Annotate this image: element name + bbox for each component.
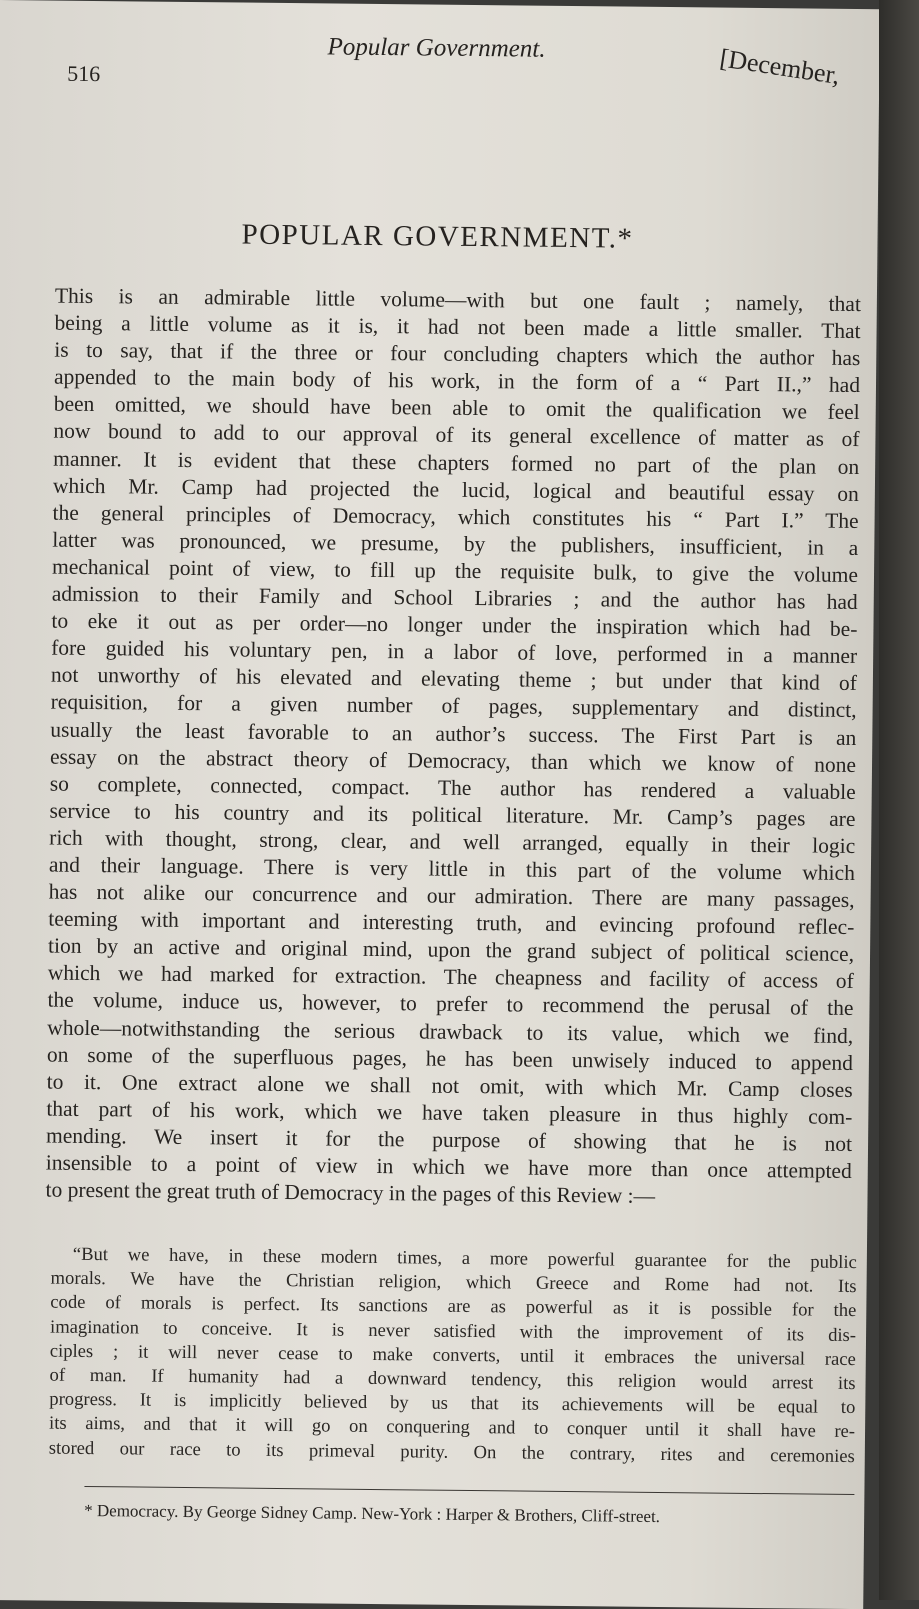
body-line: has not alike our concurrence and our admiration. There are many passages, xyxy=(48,879,855,913)
article-body xyxy=(45,283,861,1213)
body-line: which Mr. Camp had projected the lucid, logical and beautiful essay on xyxy=(52,473,860,506)
body-line: not unworthy of his elevated and elevating theme ; but under that kind of xyxy=(50,662,858,696)
body-line: on some of the superfluous pages, he has been unwisely induced to append xyxy=(46,1042,854,1075)
body-line: is to say, that if the three or four concluding chapters which the author has xyxy=(54,337,861,371)
quote-line: its aims, and that it will go on conquering and to conquer until it shall have re- xyxy=(48,1413,856,1443)
quote-line: “But we have, in these modern times, a more powerful guarantee for the public xyxy=(72,1243,857,1274)
body-line: appended to the main body of his work, in the form of a “ Part II.,” had xyxy=(53,364,861,398)
body-line: requisition, for a given number of pages, supplementary and distinct, xyxy=(50,689,857,723)
body-line: been omitted, we should have been able to omit the qualification we feel xyxy=(53,391,860,425)
body-line: so complete, connected, compact. The author has rendered a valuable xyxy=(49,771,856,804)
running-title: Popular Government. xyxy=(327,33,546,63)
quote-line: code of morals is perfect. Its sanctions are as powerful as it is possible for the xyxy=(50,1292,857,1322)
quote-line: of man. If humanity had a downward tendency, this religion would arrest its xyxy=(49,1364,856,1395)
block-quote xyxy=(49,1243,857,1469)
quote-line: morals. We have the Christian religion, which Greece and Rome had not. Its xyxy=(50,1267,857,1298)
quote-line: ciples ; it will never cease to make converts, until it embraces the universal race xyxy=(49,1340,856,1370)
quote-line: imagination to conceive. It is never satisfied with the improvement of its dis- xyxy=(49,1316,857,1346)
body-line: the general principles of Democracy, which constitutes his “ Part I.” The xyxy=(52,500,859,533)
body-line: to present the great truth of Democracy in the pages of this Review :— xyxy=(45,1177,656,1209)
body-line: mending. We insert it for the purpose of showing that he is not xyxy=(45,1123,853,1156)
body-line: which we had marked for extraction. The cheapness and facility of access of xyxy=(47,960,854,994)
body-line: to it. One extract alone we shall not omit, with which Mr. Camp closes xyxy=(46,1069,853,1102)
body-line: the volume, induce us, however, to prefer to recommend the perusal of the xyxy=(47,987,854,1021)
body-line: being a little volume as it is, it had not been made a little smaller. That xyxy=(54,310,861,344)
body-line: tion by an active and original mind, upon the grand subject of political science, xyxy=(47,933,855,967)
body-line: service to his country and its political literature. Mr. Camp’s pages are xyxy=(49,798,856,831)
body-line: manner. It is evident that these chapters formed no part of the plan on xyxy=(53,446,860,479)
quote-line: stored our race to its primeval purity. On the contrary, rites and ceremonies xyxy=(48,1437,855,1467)
body-line: teeming with important and interesting truth, and evincing profound reflec- xyxy=(48,906,855,940)
body-line: usually the least favorable to an author’s success. The First Part is an xyxy=(50,717,857,750)
running-head xyxy=(59,31,859,91)
article-title: POPULAR GOVERNMENT.* xyxy=(241,218,634,255)
body-line: now bound to add to our approval of its general excellence of matter as of xyxy=(53,419,860,452)
body-line: fore guided his voluntary pen, in a labor of love, performed in a manner xyxy=(51,635,858,669)
body-line: and their language. There is very little in this part of the volume which xyxy=(48,852,856,885)
body-line: mechanical point of view, to fill up the requisite bulk, to give the volume xyxy=(51,554,859,587)
page-number: 516 xyxy=(67,60,101,87)
body-line: whole—notwithstanding the serious drawback to its value, which we find, xyxy=(47,1015,854,1048)
running-month: [December, xyxy=(717,43,842,91)
body-line: latter was pronounced, we presume, by the publishers, insufficient, in a xyxy=(52,527,859,560)
body-line: This is an admirable little volume—with but one fault ; namely, that xyxy=(54,283,861,317)
page-edge-shadow xyxy=(879,0,919,1600)
quote-line: progress. It is implicitly believed by us that its achievements will be equal to xyxy=(49,1388,856,1419)
footnote: * Democracy. By George Sidney Camp. New-York : Harper & Brothers, Cliff-street. xyxy=(84,1500,661,1526)
body-line: admission to their Family and School Libraries ; and the author has had xyxy=(51,581,858,615)
body-line: rich with thought, strong, clear, and well arranged, equally in their logic xyxy=(49,825,856,858)
body-line: that part of his work, which we have taken pleasure in thus highly com- xyxy=(46,1096,853,1129)
body-line: essay on the abstract theory of Democracy, than which we know of none xyxy=(49,744,857,777)
body-line: insensible to a point of view in which we have more than once attempted xyxy=(45,1150,852,1183)
footnote-divider xyxy=(84,1486,854,1495)
body-line: to eke it out as per order—no longer under the inspiration which had be- xyxy=(51,608,858,642)
